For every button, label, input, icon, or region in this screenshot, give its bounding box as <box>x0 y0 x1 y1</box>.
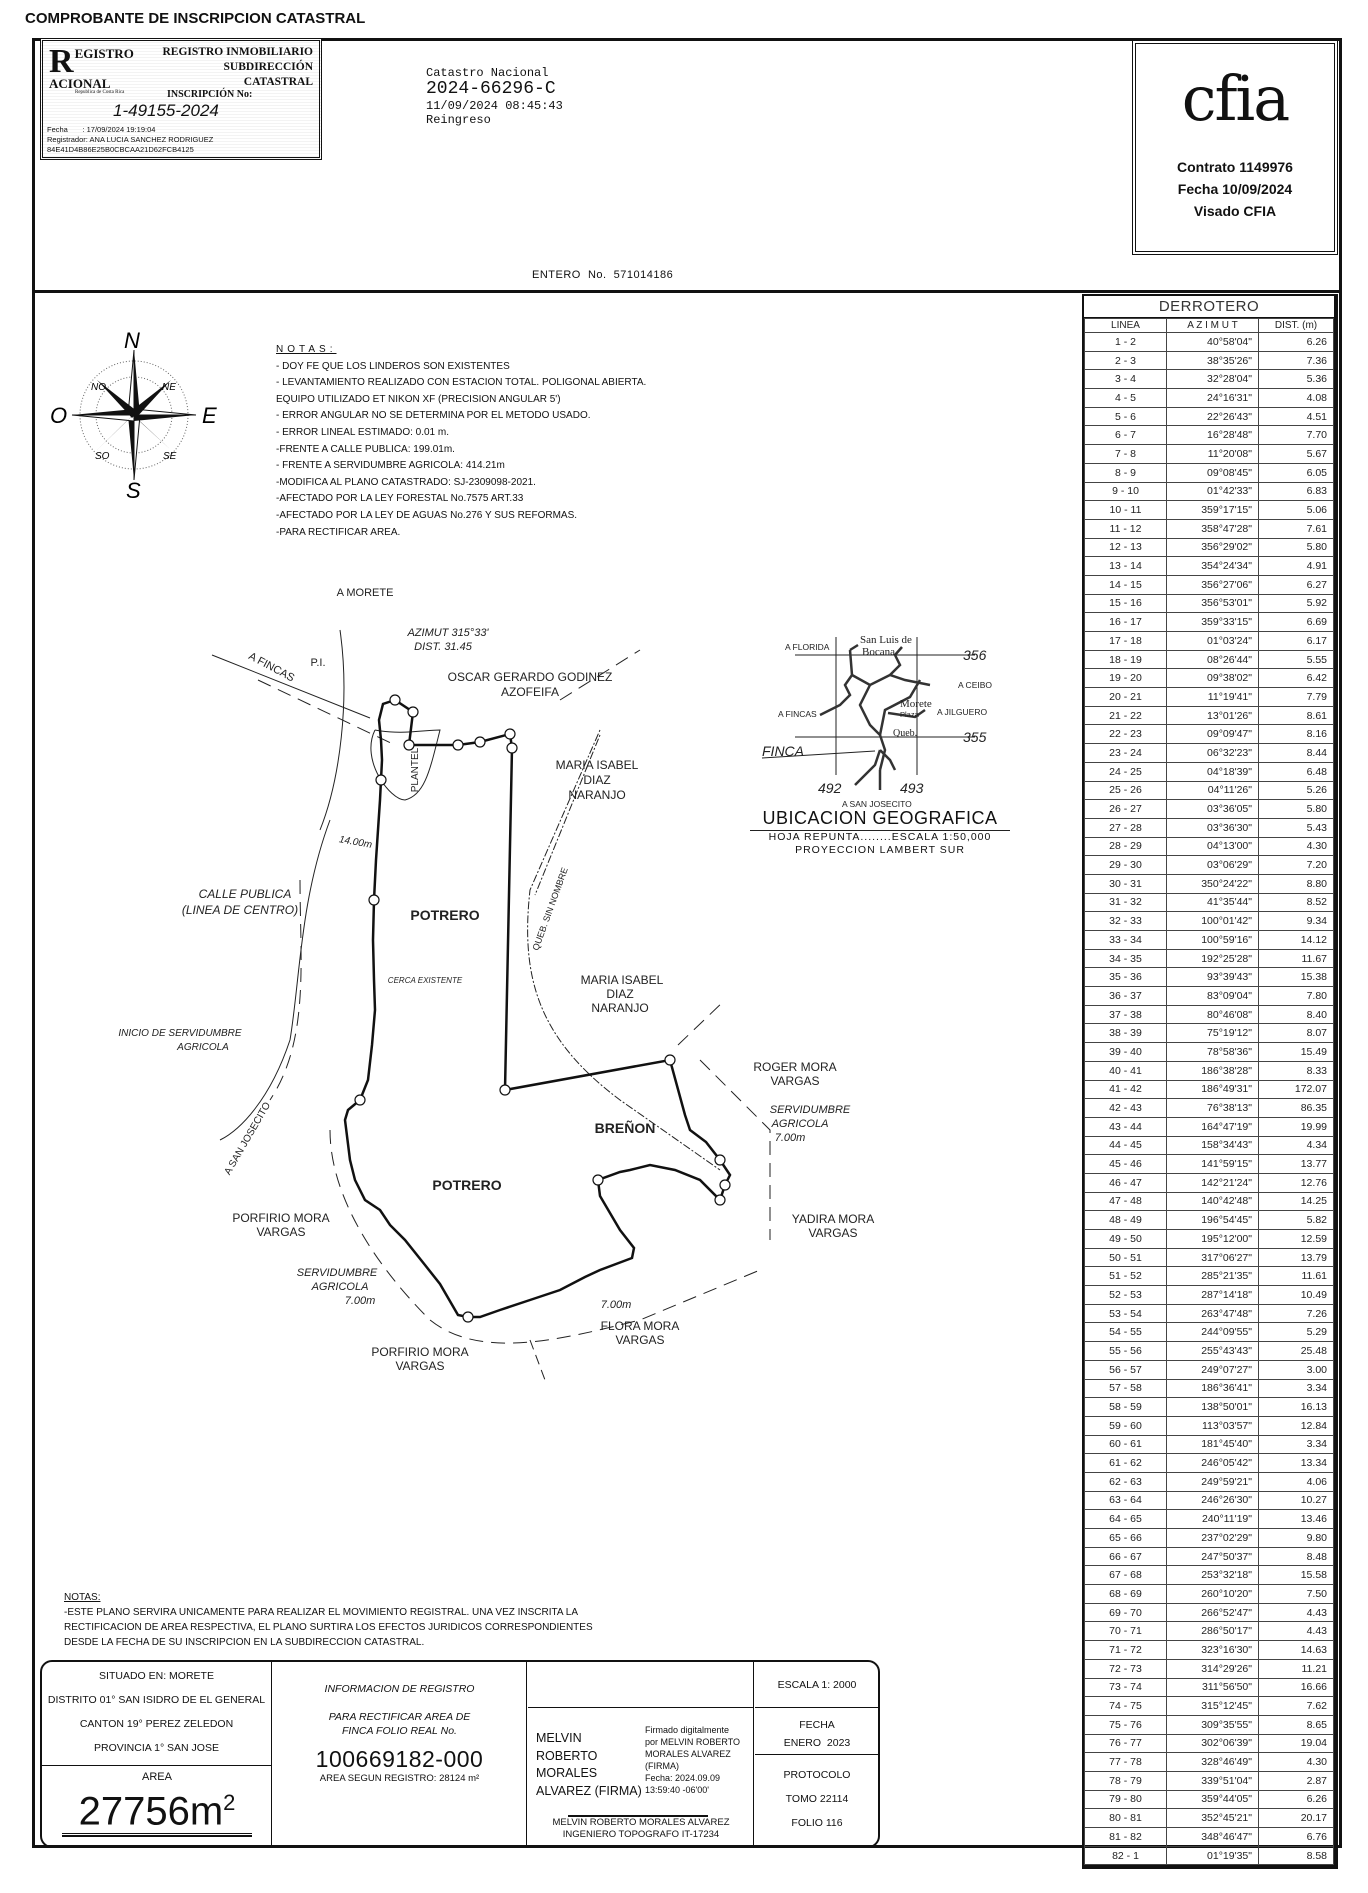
svg-text:CALLE PUBLICA: CALLE PUBLICA <box>198 887 292 901</box>
entero-number: ENTERO No. 571014186 <box>532 269 674 281</box>
table-row: 30 - 31 350°24'22" 8.80 <box>1085 874 1334 893</box>
table-row: 19 - 20 09°38'02" 6.42 <box>1085 669 1334 688</box>
catastro-number: 2024-66296-C <box>426 79 556 99</box>
location-cell: SITUADO EN: MORETE DISTRITO 01° SAN ISIDRO DE EL GENERAL CANTON 19° PEREZ ZELEDON PROVINCIA 1° SAN JOSE AREA $27756m^2$ <box>42 1662 272 1846</box>
table-row: 4 - 5 24°16'31" 4.08 <box>1085 389 1334 408</box>
table-row: 18 - 19 08°26'44" 5.55 <box>1085 650 1334 669</box>
svg-text:INICIO DE SERVIDUMBRE: INICIO DE SERVIDUMBRE <box>118 1028 242 1039</box>
table-row: 53 - 54 263°47'48" 7.26 <box>1085 1304 1334 1323</box>
location-map-caption: UBICACION GEOGRAFICA HOJA REPUNTA........ESCALA 1:50,000 PROYECCION LAMBERT SUR <box>750 808 1010 857</box>
table-row: 35 - 36 93°39'43" 15.38 <box>1085 968 1334 987</box>
table-row: 25 - 26 04°11'26" 5.26 <box>1085 781 1334 800</box>
svg-text:7.00m: 7.00m <box>774 1132 806 1144</box>
svg-text:FLORA MORA: FLORA MORA <box>600 1319 680 1333</box>
signature-cell: MELVIN ROBERTO MORALES ALVAREZ (FIRMA) Firmado digitalmente por MELVIN ROBERTO MORALES ALVAREZ (FIRMA) Fecha: 2024.09.09 13:59:40 -06'00' MELVIN ROBERTO MORALES ALVAREZ INGENIERO TOPOGRAFO IT-17234 <box>528 1662 754 1846</box>
table-row: 29 - 30 03°06'29" 7.20 <box>1085 856 1334 875</box>
registro-stamp <box>40 38 322 160</box>
table-row: 60 - 61 181°45'40" 3.34 <box>1085 1435 1334 1454</box>
registro-nacional-logo: REGISTRO ACIONAL Republica de Costa Rica <box>49 43 134 95</box>
svg-text:PLANTEL: PLANTEL <box>410 747 421 793</box>
table-row: 27 - 28 03°36'30" 5.43 <box>1085 818 1334 837</box>
digital-signature: Firmado digitalmente por MELVIN ROBERTO MORALES ALVAREZ (FIRMA) Fecha: 2024.09.09 13:59:40 -06'00' <box>645 1725 741 1795</box>
svg-text:QUEB. SIN NOMBRE: QUEB. SIN NOMBRE <box>530 866 570 952</box>
signer-name: MELVIN ROBERTO MORALES ALVAREZ (FIRMA) <box>536 1731 642 1798</box>
svg-text:ROGER MORA: ROGER MORA <box>753 1060 837 1074</box>
svg-text:A SAN JOSECITO: A SAN JOSECITO <box>842 799 912 809</box>
svg-text:7.00m: 7.00m <box>600 1299 632 1311</box>
table-row: 38 - 39 75°19'12" 8.07 <box>1085 1024 1334 1043</box>
svg-text:NARANJO: NARANJO <box>591 1001 649 1015</box>
svg-text:SE: SE <box>163 451 177 462</box>
table-row: 58 - 59 138°50'01" 16.13 <box>1085 1398 1334 1417</box>
catastro-info: Catastro Nacional 2024-66296-C 11/09/2024 08:45:43 Reingreso <box>426 66 563 127</box>
table-row: 41 - 42 186°49'31" 172.07 <box>1085 1080 1334 1099</box>
svg-text:Queb.: Queb. <box>893 728 918 739</box>
svg-text:NO: NO <box>91 382 106 393</box>
svg-text:FINCA: FINCA <box>762 743 804 759</box>
svg-text:Morete: Morete <box>900 698 932 710</box>
svg-text:N: N <box>124 328 140 353</box>
svg-text:SO: SO <box>95 451 110 462</box>
derrotero-table <box>1082 294 1338 1869</box>
area-value: $27756m^2$ <box>78 1789 236 1834</box>
svg-text:7.00m: 7.00m <box>344 1295 376 1307</box>
table-row: 5 - 6 22°26'43" 4.51 <box>1085 407 1334 426</box>
table-row: 52 - 53 287°14'18" 10.49 <box>1085 1286 1334 1305</box>
table-row: 16 - 17 359°33'15" 6.69 <box>1085 613 1334 632</box>
svg-text:A SAN JOSECITO: A SAN JOSECITO <box>222 1100 274 1178</box>
table-row: 61 - 62 246°05'42" 13.34 <box>1085 1454 1334 1473</box>
table-row: 6 - 7 16°28'48" 7.70 <box>1085 426 1334 445</box>
svg-text:VARGAS: VARGAS <box>808 1226 858 1240</box>
table-row: 77 - 78 328°46'49" 4.30 <box>1085 1753 1334 1772</box>
area-cell: AREA $27756m^2$ <box>42 1765 272 1846</box>
svg-text:A FINCAS: A FINCAS <box>246 650 297 685</box>
svg-text:P.I.: P.I. <box>310 657 326 669</box>
col-azimut: A Z I M U T <box>1167 319 1259 333</box>
svg-text:A MORETE: A MORETE <box>336 587 394 599</box>
registro-info-cell: INFORMACION DE REGISTRO PARA RECTIFICAR AREA DE FINCA FOLIO REAL No. 100669182-000 AREA SEGUN REGISTRO: 28124 m² <box>273 1662 527 1846</box>
table-row: 57 - 58 186°36'41" 3.34 <box>1085 1379 1334 1398</box>
table-row: 24 - 25 04°18'39" 6.48 <box>1085 762 1334 781</box>
table-row: 75 - 76 309°35'55" 8.65 <box>1085 1715 1334 1734</box>
col-dist: DIST. (m) <box>1259 319 1334 333</box>
table-row: 50 - 51 317°06'27" 13.79 <box>1085 1248 1334 1267</box>
table-row: 79 - 80 359°44'05" 6.26 <box>1085 1790 1334 1809</box>
table-row: 39 - 40 78°58'36" 15.49 <box>1085 1043 1334 1062</box>
scale-date-cell: ESCALA 1: 2000 FECHA ENERO 2023 PROTOCOLO TOMO 22114 FOLIO 116 <box>755 1662 879 1846</box>
table-row: 81 - 82 348°46'47" 6.76 <box>1085 1828 1334 1847</box>
svg-text:356: 356 <box>963 647 987 663</box>
svg-text:A FLORIDA: A FLORIDA <box>785 642 830 652</box>
table-row: 28 - 29 04°13'00" 4.30 <box>1085 837 1334 856</box>
table-row: 46 - 47 142°21'24" 12.76 <box>1085 1173 1334 1192</box>
svg-text:MARIA ISABEL: MARIA ISABEL <box>580 973 664 987</box>
table-row: 14 - 15 356°27'06" 6.27 <box>1085 575 1334 594</box>
derrotero-title: DERROTERO <box>1084 296 1334 318</box>
svg-text:OSCAR GERARDO GODINEZ: OSCAR GERARDO GODINEZ <box>447 670 613 684</box>
table-row: 42 - 43 76°38'13" 86.35 <box>1085 1099 1334 1118</box>
table-row: 12 - 13 356°29'02" 5.80 <box>1085 538 1334 557</box>
derrotero-rows <box>1085 333 1334 1865</box>
svg-text:POTRERO: POTRERO <box>432 1177 502 1193</box>
table-row: 76 - 77 302°06'39" 19.04 <box>1085 1734 1334 1753</box>
table-row: 67 - 68 253°32'18" 15.58 <box>1085 1566 1334 1585</box>
svg-text:355: 355 <box>963 729 987 745</box>
table-row: 1 - 2 40°58'04" 6.26 <box>1085 333 1334 352</box>
table-row: 33 - 34 100°59'16" 14.12 <box>1085 931 1334 950</box>
svg-text:SERVIDUMBRE: SERVIDUMBRE <box>296 1267 378 1279</box>
footer-notes: NOTAS: -ESTE PLANO SERVIRA UNICAMENTE PARA REALIZAR EL MOVIMIENTO REGISTRAL. UNA VEZ INSCRITA LA RECTIFICACION DE AREA RESPECTIVA, EL PLANO SURTIRA LOS EFECTOS JURIDICOS CORRESPONDIENTES DESDE LA FECHA DE SU INSCRIPCION EN LA SUBDIRECCION CATASTRAL. <box>64 1592 593 1648</box>
svg-text:MARIA ISABEL: MARIA ISABEL <box>555 758 639 772</box>
table-row: 36 - 37 83°09'04" 7.80 <box>1085 987 1334 1006</box>
svg-text:NARANJO: NARANJO <box>568 788 626 802</box>
table-row: 59 - 60 113°03'57" 12.84 <box>1085 1416 1334 1435</box>
table-row: 7 - 8 11°20'08" 5.67 <box>1085 445 1334 464</box>
table-row: 10 - 11 359°17'15" 5.06 <box>1085 501 1334 520</box>
table-row: 15 - 16 356°53'01" 5.92 <box>1085 594 1334 613</box>
svg-text:O: O <box>50 403 68 428</box>
svg-text:VARGAS: VARGAS <box>256 1225 306 1239</box>
table-row: 34 - 35 192°25'28" 11.67 <box>1085 949 1334 968</box>
table-row: 56 - 57 249°07'27" 3.00 <box>1085 1360 1334 1379</box>
table-row: 80 - 81 352°45'21" 20.17 <box>1085 1809 1334 1828</box>
svg-text:DIAZ: DIAZ <box>583 773 611 787</box>
title-block <box>40 1660 880 1848</box>
stamp-meta: Fecha : 17/09/2024 19:19:04 Registrador: ANA LUCIA SANCHEZ RODRIGUEZ 84E41D4B86E25B0CBCAA21D62FCB4125 <box>47 125 214 154</box>
svg-text:POTRERO: POTRERO <box>410 907 480 923</box>
table-row: 23 - 24 06°32'23" 8.44 <box>1085 744 1334 763</box>
svg-text:A FINCAS: A FINCAS <box>778 709 817 719</box>
svg-text:14.00m: 14.00m <box>338 834 373 851</box>
svg-text:VARGAS: VARGAS <box>770 1074 820 1088</box>
svg-text:E: E <box>202 403 217 428</box>
svg-text:PORFIRIO MORA: PORFIRIO MORA <box>232 1211 330 1225</box>
table-row: 2 - 3 38°35'26" 7.36 <box>1085 351 1334 370</box>
svg-text:493: 493 <box>900 780 924 796</box>
svg-text:VARGAS: VARGAS <box>615 1333 665 1347</box>
table-row: 62 - 63 249°59'21" 4.06 <box>1085 1472 1334 1491</box>
svg-text:Bocana: Bocana <box>862 646 895 658</box>
table-row: 43 - 44 164°47'19" 19.99 <box>1085 1117 1334 1136</box>
svg-text:PORFIRIO MORA: PORFIRIO MORA <box>371 1345 469 1359</box>
svg-text:CERCA EXISTENTE: CERCA EXISTENTE <box>387 976 463 985</box>
table-row: 40 - 41 186°38'28" 8.33 <box>1085 1061 1334 1080</box>
svg-text:NE: NE <box>162 382 176 393</box>
svg-text:492: 492 <box>818 780 842 796</box>
svg-text:DIST. 31.45: DIST. 31.45 <box>414 641 472 653</box>
table-row: 68 - 69 260°10'20" 7.50 <box>1085 1585 1334 1604</box>
svg-text:AGRICOLA: AGRICOLA <box>311 1281 369 1293</box>
svg-text:(LINEA DE CENTRO): (LINEA DE CENTRO) <box>181 903 299 917</box>
table-row: 37 - 38 80°46'08" 8.40 <box>1085 1005 1334 1024</box>
table-row: 70 - 71 286°50'17" 4.43 <box>1085 1622 1334 1641</box>
svg-text:AZIMUT 315°33': AZIMUT 315°33' <box>407 627 489 639</box>
table-row: 44 - 45 158°34'43" 4.34 <box>1085 1136 1334 1155</box>
table-row: 45 - 46 141°59'15" 13.77 <box>1085 1155 1334 1174</box>
svg-text:AZOFEIFA: AZOFEIFA <box>500 685 560 699</box>
notes-block: NOTAS: - DOY FE QUE LOS LINDEROS SON EXISTENTES - LEVANTAMIENTO REALIZADO CON ESTACION TOTAL. POLIGONAL ABIERTA. EQUIPO UTILIZADO ET NIKON XF (PRECISION ANGULAR 5') - ERROR ANGULAR NO SE DETERMINA POR EL METODO USADO. - ERROR LINEAL ESTIMADO: 0.01 m. -FRENTE A CALLE PUBLICA: 199.01m. - FRENTE A SERVIDUMBRE AGRICOLA: 414.21m -MODIFICA AL PLANO CATASTRADO: SJ-2309098-2021. -AFECTADO POR LA LEY FORESTAL No.7575 ART.33 -AFECTADO POR LA LEY DE AGUAS No.276 Y SUS REFORMAS. -PARA RECTIFICAR AREA. <box>276 344 647 538</box>
table-row: 64 - 65 240°11'19" 13.46 <box>1085 1510 1334 1529</box>
svg-text:AGRICOLA: AGRICOLA <box>177 1042 229 1053</box>
table-row: 48 - 49 196°54'45" 5.82 <box>1085 1211 1334 1230</box>
svg-text:S: S <box>126 478 141 503</box>
table-row: 8 - 9 09°08'45" 6.05 <box>1085 463 1334 482</box>
folio-real-number: 100669182-000 <box>315 1746 484 1772</box>
table-row: 82 - 1 01°19'35" 8.58 <box>1085 1846 1334 1865</box>
table-row: 21 - 22 13°01'26" 8.61 <box>1085 706 1334 725</box>
inscripcion-label: INSCRIPCIÓN No: <box>167 89 253 100</box>
table-row: 65 - 66 237°02'29" 9.80 <box>1085 1529 1334 1548</box>
svg-text:BREÑON: BREÑON <box>594 1120 656 1136</box>
table-row: 69 - 70 266°52'47" 4.43 <box>1085 1603 1334 1622</box>
table-row: 20 - 21 11°19'41" 7.79 <box>1085 688 1334 707</box>
table-row: 73 - 74 311°56'50" 16.66 <box>1085 1678 1334 1697</box>
page-title: COMPROBANTE DE INSCRIPCION CATASTRAL <box>25 10 366 27</box>
table-row: 72 - 73 314°29'26" 11.21 <box>1085 1659 1334 1678</box>
svg-text:DIAZ: DIAZ <box>606 987 634 1001</box>
table-row: 26 - 27 03°36'05" 5.80 <box>1085 800 1334 819</box>
cfia-logo: cfia <box>1181 62 1289 135</box>
table-row: 47 - 48 140°42'48" 14.25 <box>1085 1192 1334 1211</box>
table-row: 3 - 4 32°28'04" 5.36 <box>1085 370 1334 389</box>
svg-text:SERVIDUMBRE: SERVIDUMBRE <box>769 1104 851 1116</box>
table-row: 74 - 75 315°12'45" 7.62 <box>1085 1697 1334 1716</box>
table-row: 54 - 55 244°09'55" 5.29 <box>1085 1323 1334 1342</box>
header-divider <box>32 290 1342 293</box>
table-row: 71 - 72 323°16'30" 14.63 <box>1085 1641 1334 1660</box>
table-row: 32 - 33 100°01'42" 9.34 <box>1085 912 1334 931</box>
table-row: 13 - 14 354°24'34" 4.91 <box>1085 557 1334 576</box>
table-row: 17 - 18 01°03'24" 6.17 <box>1085 632 1334 651</box>
table-row: 22 - 23 09°09'47" 8.16 <box>1085 725 1334 744</box>
table-row: 51 - 52 285°21'35" 11.61 <box>1085 1267 1334 1286</box>
table-row: 49 - 50 195°12'00" 12.59 <box>1085 1230 1334 1249</box>
table-row: 55 - 56 255°43'43" 25.48 <box>1085 1342 1334 1361</box>
table-row: 9 - 10 01°42'33" 6.83 <box>1085 482 1334 501</box>
area-underline <box>62 1833 252 1837</box>
svg-text:VARGAS: VARGAS <box>395 1359 445 1373</box>
svg-text:A JILGUERO: A JILGUERO <box>937 707 988 717</box>
table-row: 11 - 12 358°47'28" 7.61 <box>1085 519 1334 538</box>
table-row: 63 - 64 246°26'30" 10.27 <box>1085 1491 1334 1510</box>
compass-rose-icon <box>42 328 222 503</box>
svg-text:A CEIBO: A CEIBO <box>958 680 993 690</box>
inscripcion-number: 1-49155-2024 <box>113 101 219 120</box>
table-row: 66 - 67 247°50'37" 8.48 <box>1085 1547 1334 1566</box>
cfia-stamp: cfia Contrato 1149976 Fecha 10/09/2024 Visado CFIA <box>1132 40 1338 255</box>
table-row: 31 - 32 41°35'44" 8.52 <box>1085 893 1334 912</box>
svg-text:San Luis de: San Luis de <box>860 634 912 646</box>
registro-header: REGISTRO INMOBILIARIO SUBDIRECCIÓN CATASTRAL <box>162 46 313 88</box>
col-linea: LINEA <box>1085 319 1167 333</box>
svg-text:Plaza: Plaza <box>900 710 919 719</box>
table-row: 78 - 79 339°51'04" 2.87 <box>1085 1771 1334 1790</box>
svg-text:AGRICOLA: AGRICOLA <box>771 1118 829 1130</box>
svg-text:YADIRA MORA: YADIRA MORA <box>791 1212 875 1226</box>
